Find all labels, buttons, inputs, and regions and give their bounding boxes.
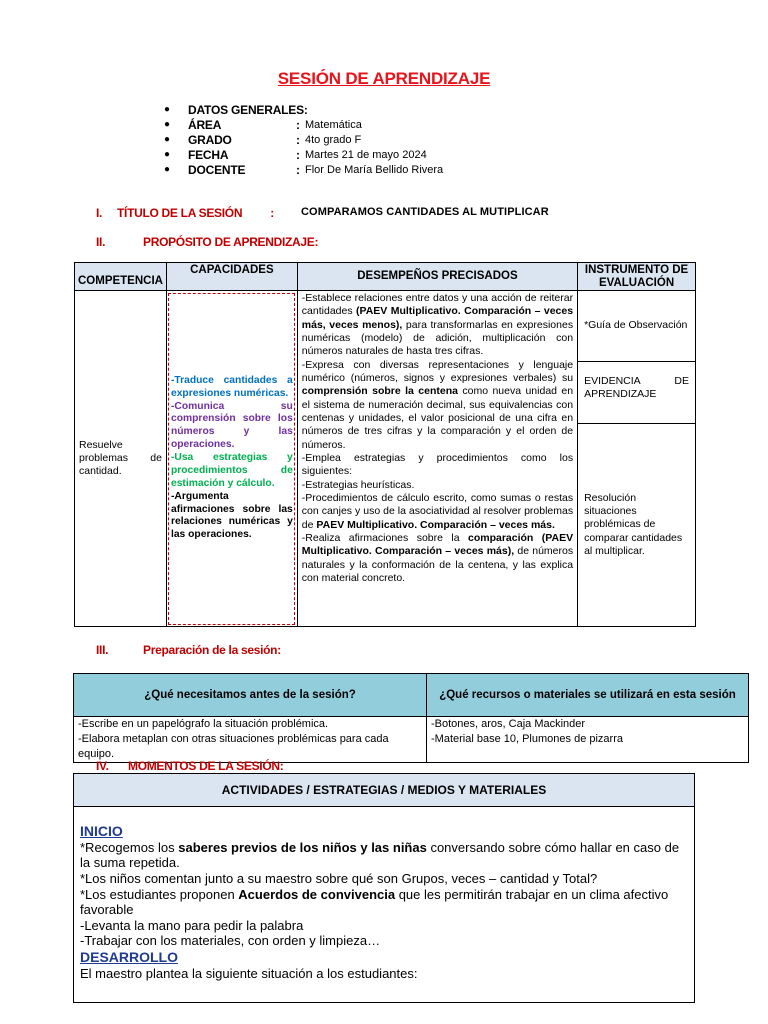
capacidad-item: -Argumenta afirmaciones sobre las relaciones numéricas y las operaciones.: [170, 490, 293, 541]
desempeno-item: -Estrategias heurísticas.: [301, 478, 415, 491]
session-title-value: COMPARAMOS CANTIDADES AL MUTIPLICAR: [301, 206, 549, 218]
text: que les permitirán trabajar en un clima afectivo favorable: [80, 886, 669, 918]
colon: :: [296, 117, 300, 132]
preparacion-left: [74, 717, 427, 763]
fecha-row: [164, 147, 443, 162]
desempeno-item: [302, 292, 573, 359]
bullet-icon: ●: [164, 104, 171, 115]
preparacion-right: [427, 717, 749, 763]
section-titulo: [96, 206, 274, 220]
section-label: Preparación de la sesión:: [143, 643, 281, 657]
desempenos-cell: [297, 291, 577, 627]
text: -Establece relaciones entre datos y una acción de reiterar cantidades: [301, 292, 574, 318]
text: *Recogemos los: [80, 839, 179, 855]
colon: :: [296, 132, 300, 147]
list-item: -Elabora metaplan con otras situaciones problémicas para cada equipo.: [78, 732, 389, 760]
capacidad-item: -Traduce cantidades a expresiones numéricas.: [170, 374, 293, 399]
line: [80, 887, 688, 918]
text: -Procedimientos de cálculo escrito, como sumas o restas con canjes y uso de la asociatividad al resolver problemas de: [301, 491, 574, 531]
fecha-label: FECHA: [188, 147, 229, 162]
colon: :: [296, 162, 300, 177]
generales-label: DATOS GENERALES:: [188, 102, 308, 117]
section-number: II.: [96, 235, 106, 249]
line: -Trabajar con los materiales, con orden y limpieza…: [80, 933, 381, 949]
section-number: III.: [96, 643, 109, 657]
text: de números naturales y la conformación de la centena, y las explica con material concreto.: [301, 545, 574, 584]
area-label: ÁREA: [188, 117, 222, 132]
area-value: Matemática: [305, 118, 362, 131]
datos-generales: [164, 102, 443, 177]
capacidades-cell: [166, 291, 297, 627]
bold-text: Acuerdos de convivencia: [238, 886, 396, 902]
text: para transformarlas en expresiones numéricas (modelo) de adición, multiplicación con números naturales de hasta tres cifras.: [301, 318, 574, 358]
section-momentos: [96, 759, 283, 773]
area-row: [164, 117, 443, 132]
inicio-heading: INICIO: [80, 823, 123, 839]
bold-text: saberes previos de los niños y las niñas: [178, 839, 427, 855]
bullet-icon: ●: [164, 149, 171, 160]
colon: :: [296, 147, 300, 162]
section-proposito: [96, 235, 318, 249]
section-preparacion: [96, 643, 281, 657]
section-label: PROPÓSITO DE APRENDIZAJE:: [143, 235, 319, 249]
bold-text: PAEV Multiplicativo. Comparación – veces más.: [316, 518, 555, 531]
header-necesitamos: ¿Qué necesitamos antes de la sesión?: [74, 674, 427, 717]
list-item: -Escribe en un papelógrafo la situación problémica.: [78, 718, 329, 730]
fecha-value: Martes 21 de mayo 2024: [305, 148, 427, 161]
momentos-content: [74, 807, 695, 1003]
header-capacidades: CAPACIDADES: [166, 263, 297, 291]
section-colon: :: [270, 206, 274, 220]
section-number: IV.: [96, 759, 109, 773]
line: *Los niños comentan junto a su maestro sobre qué son Grupos, veces – cantidad y Total?: [80, 870, 598, 886]
text: -Expresa con diversas representaciones y lenguaje numérico (números, signos y expresiones verbales) su: [301, 358, 574, 384]
grado-value: 4to grado F: [305, 133, 362, 146]
header-competencia: COMPETENCIA: [75, 263, 167, 291]
list-item: -Botones, aros, Caja Mackinder: [431, 718, 586, 730]
header-actividades: ACTIVIDADES / ESTRATEGIAS / MEDIOS Y MATERIALES: [74, 774, 695, 807]
bullet-icon: ●: [164, 164, 171, 175]
instrumento-resolucion: Resolución situaciones problémicas de comparar cantidades al multiplicar.: [578, 424, 696, 627]
page-title: SESIÓN DE APRENDIZAJE: [277, 69, 491, 88]
line: [80, 840, 688, 871]
desempeno-item: [302, 492, 573, 532]
bold-text: comparación (PAEV Multiplicativo. Comparación – veces más),: [301, 531, 574, 558]
section-label: TÍTULO DE LA SESIÓN: [117, 206, 243, 220]
desempeno-item: [302, 359, 573, 452]
grado-row: [164, 132, 443, 147]
capacidad-item: -Usa estrategias y procedimientos de estimación y cálculo.: [170, 452, 293, 489]
list-item: -Material base 10, Plumones de pizarra: [431, 732, 623, 745]
docente-value: Flor De María Bellido Rivera: [305, 163, 444, 176]
section-label: MOMENTOS DE LA SESIÓN:: [128, 759, 284, 773]
bullet-icon: ●: [164, 134, 171, 145]
desempeno-item: -Emplea estrategias y procedimientos como los siguientes:: [301, 451, 574, 478]
header-desempenos: DESEMPEÑOS PRECISADOS: [297, 263, 577, 291]
header-instrumento: INSTRUMENTO DE EVALUACIÓN: [578, 263, 696, 291]
capacidad-item: -Comunica su comprensión sobre los números y las operaciones.: [170, 400, 293, 451]
text: conversando sobre cómo hallar en caso de la suma repetida.: [80, 839, 680, 871]
grado-label: GRADO: [188, 132, 232, 147]
proposito-table: [74, 262, 696, 627]
text: como nueva unidad en el sistema de numeración decimal, sus equivalencias con centenas y unidades, el valor posicional de una cifra en números de tres cifras y la comparación y el orden de números.: [301, 385, 574, 451]
text: *Los estudiantes proponen: [80, 886, 239, 902]
momentos-table: [73, 773, 695, 1003]
preparacion-table: [73, 673, 749, 763]
generales-row: [164, 102, 443, 117]
competencia-cell: Resuelve problemas de cantidad.: [75, 291, 167, 627]
instrumento-guia: *Guía de Observación: [578, 291, 696, 362]
desempeno-item: [302, 532, 573, 585]
instrumento-evidencia: EVIDENCIA DE APRENDIZAJE: [578, 362, 696, 424]
bold-text: (PAEV Multiplicativo. Comparación – veces más, veces menos),: [301, 305, 574, 331]
header-recursos: ¿Qué recursos o materiales se utilizará en esta sesión: [427, 674, 749, 717]
docente-row: [164, 162, 443, 177]
section-number: I.: [96, 206, 103, 220]
desarrollo-heading: DESARROLLO: [80, 948, 178, 965]
bullet-icon: ●: [164, 119, 171, 130]
text: -Realiza afirmaciones sobre la: [301, 531, 468, 544]
line: El maestro plantea la siguiente situación a los estudiantes:: [80, 965, 418, 981]
line: -Levanta la mano para pedir la palabra: [80, 917, 304, 933]
bold-text: comprensión sobre la centena: [301, 385, 458, 398]
docente-label: DOCENTE: [188, 162, 246, 177]
